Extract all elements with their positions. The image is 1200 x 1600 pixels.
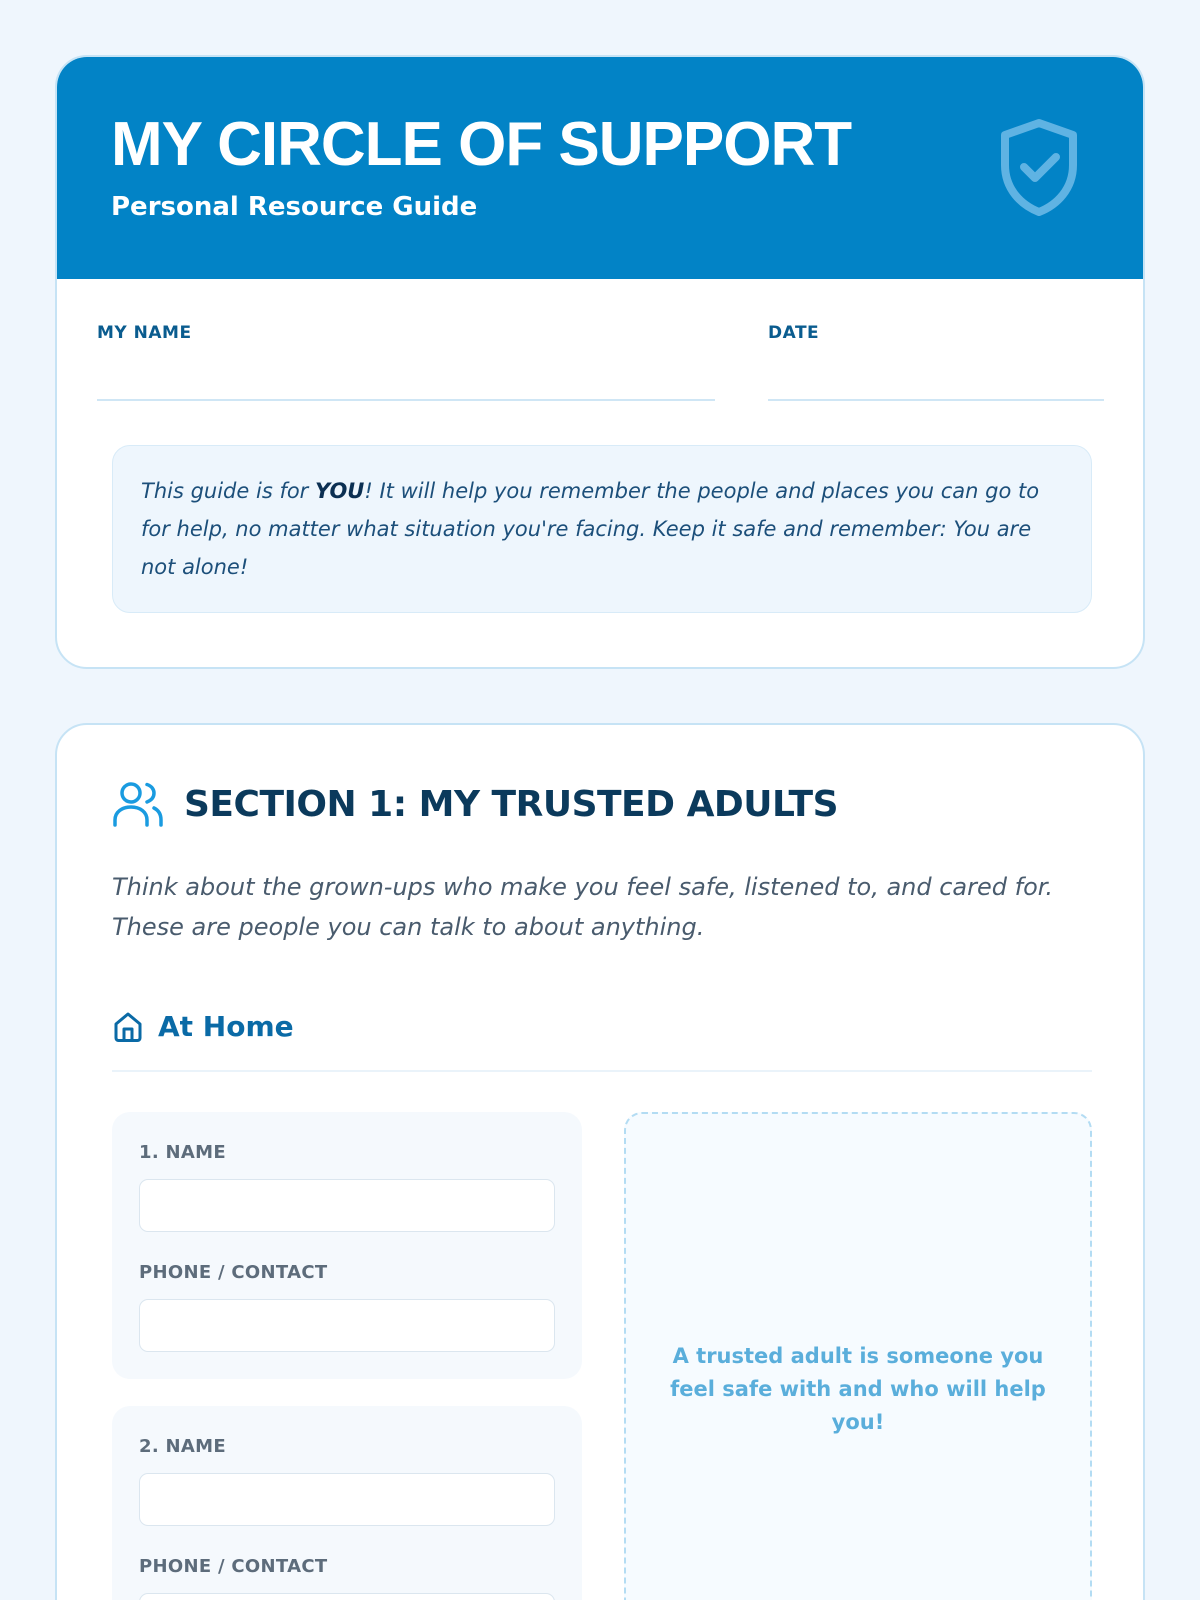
date-label: DATE: [768, 323, 820, 343]
section-1-heading: [112, 780, 838, 828]
intro-message: [112, 445, 1092, 613]
home-icon: [112, 1011, 144, 1043]
shield-check-icon: [997, 117, 1081, 217]
contact-2-name-input[interactable]: [139, 1473, 555, 1526]
name-date-fields: [57, 279, 1143, 409]
contact-card-2: [112, 1406, 582, 1600]
header-card: [55, 55, 1145, 669]
intro-text-end: ! It will help you remember the people and places you can go to for help, no matter what situation you're facing. Keep it safe and remember: You are not alone!: [141, 479, 1040, 579]
date-field[interactable]: [768, 399, 1104, 401]
divider: [112, 1070, 1092, 1072]
contact-2-name-label: 2. NAME: [139, 1436, 226, 1457]
header-banner: [57, 57, 1143, 279]
section-1-card: [55, 723, 1145, 1600]
page-title: MY CIRCLE OF SUPPORT: [111, 110, 852, 179]
contact-1-phone-label: PHONE / CONTACT: [139, 1262, 328, 1283]
contact-1-phone-input[interactable]: [139, 1299, 555, 1352]
contact-2-phone-label: PHONE / CONTACT: [139, 1556, 328, 1577]
contact-1-name-label: 1. NAME: [139, 1142, 226, 1163]
contact-2-phone-input[interactable]: [139, 1593, 555, 1600]
section-1-description: Think about the grown-ups who make you feel safe, listened to, and cared for. These are people you can talk to about anything.: [112, 873, 1054, 941]
intro-text-start: This guide is for: [141, 479, 315, 503]
intro-emphasis: YOU: [315, 479, 365, 503]
users-icon: [112, 780, 164, 828]
contact-1-name-input[interactable]: [139, 1179, 555, 1232]
subsection-at-home: [112, 1010, 294, 1043]
subsection-title: At Home: [158, 1010, 294, 1043]
section-1-title: SECTION 1: MY TRUSTED ADULTS: [184, 783, 839, 825]
contact-card-1: [112, 1112, 582, 1379]
note-text: A trusted adult is someone you feel safe with and who will help you!: [670, 1344, 1046, 1434]
page-subtitle: Personal Resource Guide: [111, 192, 478, 222]
my-name-label: MY NAME: [97, 323, 192, 343]
my-name-field[interactable]: [97, 399, 715, 401]
trusted-adult-note: [624, 1112, 1092, 1600]
